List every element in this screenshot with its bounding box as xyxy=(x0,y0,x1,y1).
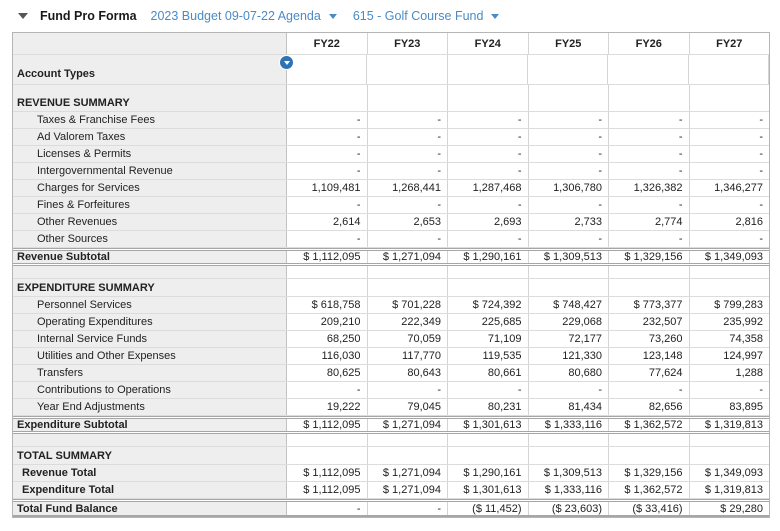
cell-value: 229,068 xyxy=(529,314,610,330)
cell-value xyxy=(287,447,368,464)
cell-value: $ 1,290,161 xyxy=(448,465,529,481)
cell-value xyxy=(529,279,610,296)
toolbar xyxy=(0,0,780,32)
cell-value: - xyxy=(448,146,529,162)
cell-value xyxy=(529,434,610,446)
cell-value: $ 1,271,094 xyxy=(368,482,449,498)
cell-value: - xyxy=(368,382,449,398)
cell-value xyxy=(368,447,449,464)
row-label: Fines & Forfeitures xyxy=(13,197,287,213)
row-label: Internal Service Funds xyxy=(13,331,287,347)
table-row xyxy=(13,314,769,331)
cell-value: $ 1,349,093 xyxy=(690,251,770,263)
cell-value: $ 1,329,156 xyxy=(609,251,690,263)
cell-value: - xyxy=(690,146,770,162)
table-row xyxy=(13,163,769,180)
cell-value: - xyxy=(529,146,610,162)
cell-value xyxy=(448,55,528,84)
cell-value xyxy=(287,279,368,296)
cell-value xyxy=(529,85,610,94)
cell-value: - xyxy=(690,382,770,398)
table-row xyxy=(13,248,769,266)
cell-value: 2,693 xyxy=(448,214,529,230)
cell-value: - xyxy=(368,129,449,145)
cell-value xyxy=(690,447,770,464)
cell-value xyxy=(287,55,367,84)
cell-value xyxy=(529,266,610,278)
cell-value: 121,330 xyxy=(529,348,610,364)
cell-value: - xyxy=(609,197,690,213)
cell-value xyxy=(609,94,690,111)
cell-value xyxy=(690,279,770,296)
cell-value: - xyxy=(529,112,610,128)
row-label xyxy=(13,85,287,94)
table-row xyxy=(13,482,769,499)
cell-value: - xyxy=(287,231,368,247)
cell-value: - xyxy=(287,112,368,128)
cell-value: $ 1,349,093 xyxy=(690,465,770,481)
row-label: Other Sources xyxy=(13,231,287,247)
corner-header-cell xyxy=(13,33,287,54)
cell-value: - xyxy=(609,146,690,162)
cell-value: - xyxy=(529,129,610,145)
cell-value: $ 1,319,813 xyxy=(690,419,770,431)
row-label: Year End Adjustments xyxy=(13,399,287,415)
cell-value: $ 1,309,513 xyxy=(529,251,610,263)
cell-value: - xyxy=(448,163,529,179)
cell-value xyxy=(448,434,529,446)
cell-value: $ 1,290,161 xyxy=(448,251,529,263)
pro-forma-table xyxy=(12,32,770,518)
table-row xyxy=(13,382,769,399)
cell-value: - xyxy=(609,231,690,247)
cell-value: - xyxy=(287,502,368,515)
fund-dropdown[interactable] xyxy=(353,9,500,23)
cell-value: 19,222 xyxy=(287,399,368,415)
cell-value xyxy=(448,94,529,111)
row-label: Expenditure Subtotal xyxy=(13,419,287,431)
cell-value: - xyxy=(690,197,770,213)
cell-value xyxy=(367,55,447,84)
cell-value: - xyxy=(448,197,529,213)
cell-value: - xyxy=(448,382,529,398)
cell-value: - xyxy=(609,382,690,398)
cell-value xyxy=(609,434,690,446)
cell-value: $ 1,333,116 xyxy=(529,419,610,431)
cell-value xyxy=(609,266,690,278)
cell-value: 73,260 xyxy=(609,331,690,347)
spacer-row xyxy=(13,266,769,279)
cell-value: - xyxy=(690,112,770,128)
cell-value: - xyxy=(609,163,690,179)
cell-value: - xyxy=(368,163,449,179)
cell-value: - xyxy=(690,129,770,145)
table-row xyxy=(13,499,769,517)
cell-value xyxy=(529,94,610,111)
cell-value xyxy=(690,94,770,111)
row-label: Taxes & Franchise Fees xyxy=(13,112,287,128)
cell-value: 222,349 xyxy=(368,314,449,330)
column-header-fy25[interactable]: FY25 xyxy=(529,33,610,54)
cell-value: 225,685 xyxy=(448,314,529,330)
cell-value: ($ 33,416) xyxy=(609,502,690,515)
cell-value: 2,653 xyxy=(368,214,449,230)
row-label: Operating Expenditures xyxy=(13,314,287,330)
chevron-down-icon xyxy=(329,14,337,19)
cell-value: 209,210 xyxy=(287,314,368,330)
cell-value xyxy=(448,279,529,296)
cell-value: - xyxy=(287,197,368,213)
cell-value: ($ 23,603) xyxy=(529,502,610,515)
row-label: Expenditure Total xyxy=(13,482,287,498)
cell-value: 80,643 xyxy=(368,365,449,381)
row-label: TOTAL SUMMARY xyxy=(13,447,287,464)
row-label: Total Fund Balance xyxy=(13,502,287,515)
cell-value: $ 1,271,094 xyxy=(368,465,449,481)
cell-value: - xyxy=(609,112,690,128)
cell-value: $ 1,333,116 xyxy=(529,482,610,498)
cell-value: - xyxy=(287,382,368,398)
cell-value: $ 1,112,095 xyxy=(287,465,368,481)
table-row xyxy=(13,214,769,231)
cell-value: $ 1,362,572 xyxy=(609,419,690,431)
row-label xyxy=(13,266,287,278)
row-label: Revenue Total xyxy=(13,465,287,481)
cell-value: $ 748,427 xyxy=(529,297,610,313)
cell-value: 117,770 xyxy=(368,348,449,364)
cell-value: 1,326,382 xyxy=(609,180,690,196)
cell-value: 232,507 xyxy=(609,314,690,330)
cell-value: $ 1,319,813 xyxy=(690,482,770,498)
cell-value xyxy=(448,85,529,94)
cell-value: 83,895 xyxy=(690,399,770,415)
cell-value xyxy=(368,434,449,446)
cell-value: - xyxy=(448,112,529,128)
cell-value: 68,250 xyxy=(287,331,368,347)
table-row xyxy=(13,129,769,146)
cell-value: - xyxy=(368,197,449,213)
table-row xyxy=(13,279,769,297)
table-row xyxy=(13,94,769,112)
cell-value: $ 1,362,572 xyxy=(609,482,690,498)
cell-value xyxy=(609,447,690,464)
column-header-fy24[interactable]: FY24 xyxy=(448,33,529,54)
cell-value: $ 724,392 xyxy=(448,297,529,313)
cell-value: $ 1,271,094 xyxy=(368,419,449,431)
cell-value: $ 1,329,156 xyxy=(609,465,690,481)
cell-value: $ 1,309,513 xyxy=(529,465,610,481)
table-row xyxy=(13,348,769,365)
cell-value: - xyxy=(287,146,368,162)
cell-value: - xyxy=(609,129,690,145)
row-label: REVENUE SUMMARY xyxy=(13,94,287,111)
cell-value xyxy=(609,279,690,296)
table-row xyxy=(13,399,769,416)
table-row xyxy=(13,465,769,482)
cell-value: 124,997 xyxy=(690,348,770,364)
cell-value xyxy=(287,94,368,111)
chevron-down-icon xyxy=(491,14,499,19)
cell-value xyxy=(368,94,449,111)
row-label: Charges for Services xyxy=(13,180,287,196)
column-header-fy22[interactable]: FY22 xyxy=(287,33,368,54)
table-row xyxy=(13,297,769,314)
collapse-arrow-icon[interactable] xyxy=(18,13,28,19)
cell-value: - xyxy=(368,502,449,515)
cell-value: 1,268,441 xyxy=(368,180,449,196)
cell-value: - xyxy=(690,163,770,179)
table-row xyxy=(13,231,769,248)
cell-value: - xyxy=(368,146,449,162)
cell-value xyxy=(689,55,769,84)
cell-value: 123,148 xyxy=(609,348,690,364)
cell-value: 235,992 xyxy=(690,314,770,330)
cell-value: - xyxy=(529,163,610,179)
cell-value: 80,661 xyxy=(448,365,529,381)
cell-value xyxy=(609,85,690,94)
cell-value: - xyxy=(368,231,449,247)
cell-value: - xyxy=(448,129,529,145)
table-row xyxy=(13,180,769,197)
cell-value: 1,287,468 xyxy=(448,180,529,196)
row-label: Intergovernmental Revenue xyxy=(13,163,287,179)
row-label: Transfers xyxy=(13,365,287,381)
column-header-row xyxy=(13,33,769,55)
table-row xyxy=(13,146,769,163)
cell-value xyxy=(368,266,449,278)
cell-value: - xyxy=(368,112,449,128)
cell-value xyxy=(448,266,529,278)
cell-value: $ 29,280 xyxy=(690,502,770,515)
cell-value: - xyxy=(529,382,610,398)
column-header-fy27[interactable]: FY27 xyxy=(690,33,770,54)
table-row xyxy=(13,447,769,465)
cell-value xyxy=(287,85,368,94)
table-row xyxy=(13,331,769,348)
cell-value: 82,656 xyxy=(609,399,690,415)
cell-value: 2,614 xyxy=(287,214,368,230)
row-label: EXPENDITURE SUMMARY xyxy=(13,279,287,296)
row-label: Licenses & Permits xyxy=(13,146,287,162)
cell-value: - xyxy=(529,231,610,247)
budget-dropdown-label: 2023 Budget 09-07-22 Agenda xyxy=(150,9,321,23)
cell-value xyxy=(529,447,610,464)
cell-value: 81,434 xyxy=(529,399,610,415)
cell-value: $ 618,758 xyxy=(287,297,368,313)
cell-value xyxy=(368,85,449,94)
column-filter-icon[interactable] xyxy=(280,56,293,69)
row-label: Personnel Services xyxy=(13,297,287,313)
cell-value: 80,231 xyxy=(448,399,529,415)
column-header-fy23[interactable]: FY23 xyxy=(368,33,449,54)
cell-value: 79,045 xyxy=(368,399,449,415)
cell-value: - xyxy=(529,197,610,213)
cell-value xyxy=(690,266,770,278)
cell-value xyxy=(690,434,770,446)
cell-value: 119,535 xyxy=(448,348,529,364)
cell-value: 80,680 xyxy=(529,365,610,381)
cell-value: 74,358 xyxy=(690,331,770,347)
cell-value xyxy=(608,55,688,84)
cell-value: 1,346,277 xyxy=(690,180,770,196)
cell-value: 71,109 xyxy=(448,331,529,347)
cell-value: $ 773,377 xyxy=(609,297,690,313)
cell-value: 77,624 xyxy=(609,365,690,381)
row-label: Account Types xyxy=(13,55,287,84)
cell-value: - xyxy=(690,231,770,247)
cell-value: $ 1,301,613 xyxy=(448,482,529,498)
cell-value: - xyxy=(287,129,368,145)
cell-value: 2,774 xyxy=(609,214,690,230)
cell-value xyxy=(690,85,770,94)
row-label xyxy=(13,434,287,446)
cell-value: $ 1,112,095 xyxy=(287,251,368,263)
cell-value: $ 1,271,094 xyxy=(368,251,449,263)
fund-dropdown-label: 615 - Golf Course Fund xyxy=(352,9,484,23)
cell-value xyxy=(528,55,608,84)
cell-value xyxy=(287,434,368,446)
row-label: Ad Valorem Taxes xyxy=(13,129,287,145)
cell-value xyxy=(368,279,449,296)
cell-value xyxy=(448,447,529,464)
cell-value: ($ 11,452) xyxy=(448,502,529,515)
cell-value: 2,816 xyxy=(690,214,770,230)
row-label: Contributions to Operations xyxy=(13,382,287,398)
table-row xyxy=(13,365,769,382)
cell-value: 70,059 xyxy=(368,331,449,347)
table-row xyxy=(13,197,769,214)
cell-value: - xyxy=(287,163,368,179)
cell-value xyxy=(287,266,368,278)
row-label: Utilities and Other Expenses xyxy=(13,348,287,364)
cell-value: $ 1,112,095 xyxy=(287,482,368,498)
cell-value: 1,306,780 xyxy=(529,180,610,196)
cell-value: - xyxy=(448,231,529,247)
spacer-row xyxy=(13,434,769,447)
cell-value: $ 1,112,095 xyxy=(287,419,368,431)
cell-value: 72,177 xyxy=(529,331,610,347)
row-label: Other Revenues xyxy=(13,214,287,230)
table-row xyxy=(13,416,769,434)
cell-value: $ 1,301,613 xyxy=(448,419,529,431)
cell-value: 1,288 xyxy=(690,365,770,381)
table-row xyxy=(13,112,769,129)
budget-dropdown[interactable] xyxy=(151,9,337,23)
cell-value: 80,625 xyxy=(287,365,368,381)
column-header-fy26[interactable]: FY26 xyxy=(609,33,690,54)
table-row xyxy=(13,55,769,85)
triangle-down-icon xyxy=(284,61,290,65)
cell-value: 1,109,481 xyxy=(287,180,368,196)
page-title: Fund Pro Forma xyxy=(40,9,137,23)
cell-value: 2,733 xyxy=(529,214,610,230)
cell-value: 116,030 xyxy=(287,348,368,364)
cell-value: $ 701,228 xyxy=(368,297,449,313)
row-label: Revenue Subtotal xyxy=(13,251,287,263)
cell-value: $ 799,283 xyxy=(690,297,770,313)
spacer-row xyxy=(13,85,769,94)
